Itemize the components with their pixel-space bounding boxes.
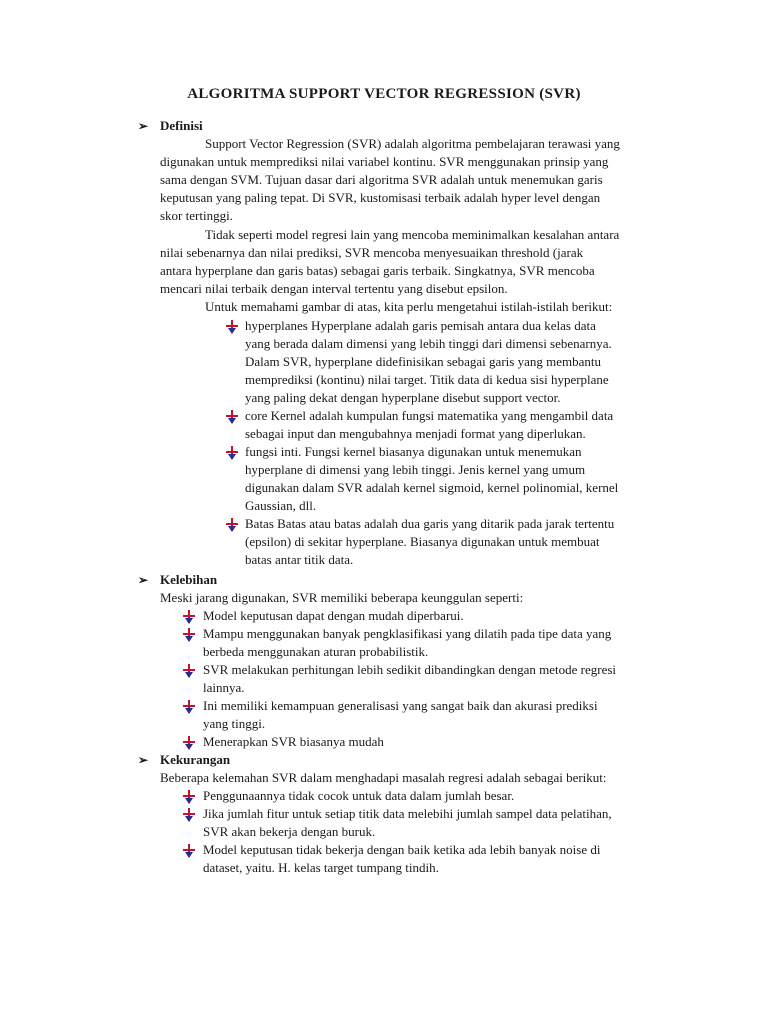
pushpin-bullet-icon (183, 736, 195, 750)
list-item-line: berbeda menggunakan aturan probabilistik. (203, 644, 429, 659)
pushpin-bullet-icon (183, 610, 195, 624)
arrow-bullet-icon: ➢ (138, 753, 149, 767)
paragraph-line: keputusan yang paling tepat. Di SVR, kustomisasi terbaik adalah hyper level dengan (160, 190, 601, 205)
paragraph-line: Support Vector Regression (SVR) adalah algoritma pembelajaran terawasi yang (205, 136, 620, 151)
paragraph-line: digunakan untuk memprediksi nilai variabel kontinu. SVR menggunakan prinsip yang (160, 154, 609, 169)
pushpin-bullet-icon (183, 790, 195, 804)
pushpin-bullet-icon (183, 844, 195, 858)
arrow-bullet-icon: ➢ (138, 119, 149, 133)
list-item-line: SVR akan bekerja dengan buruk. (203, 824, 376, 839)
paragraph-line: mencari nilai terbaik dengan interval tertentu yang disebut epsilon. (160, 281, 508, 296)
section-heading-definisi: Definisi (160, 118, 203, 133)
list-item-line: Model keputusan tidak bekerja dengan baik ketika ada lebih banyak noise di (203, 842, 601, 857)
list-item-line: Batas Batas atau batas adalah dua garis yang ditarik pada jarak tertentu (245, 516, 615, 531)
list-item-line: Ini memiliki kemampuan generalisasi yang sangat baik dan akurasi prediksi (203, 698, 598, 713)
list-item-line: Jika jumlah fitur untuk setiap titik data melebihi jumlah sampel data pelatihan, (203, 806, 612, 821)
arrow-bullet-icon: ➢ (138, 573, 149, 587)
pushpin-bullet-icon (183, 664, 195, 678)
list-item-line: memprediksi (kontinu) nilai target. Titik data di kedua sisi hyperplane (245, 372, 609, 387)
list-item-line: core Kernel adalah kumpulan fungsi matematika yang mengambil data (245, 408, 614, 423)
list-item-line: SVR melakukan perhitungan lebih sedikit dibandingkan dengan metode regresi (203, 662, 617, 677)
paragraph-line: skor tertinggi. (160, 208, 233, 223)
paragraph-line: sama dengan SVM. Tujuan dasar dari algoritma SVR adalah untuk menemukan garis (160, 172, 603, 187)
list-item-line: Mampu menggunakan banyak pengklasifikasi yang dilatih pada tipe data yang (203, 626, 612, 641)
pushpin-bullet-icon (226, 320, 238, 334)
paragraph-line: nilai sebenarnya dan nilai prediksi, SVR mencoba menyesuaikan threshold (jarak (160, 245, 584, 260)
list-item-line: hyperplane di dimensi yang lebih tinggi. Jenis kernel yang umum (245, 462, 586, 477)
list-item-line: Gaussian, dll. (245, 498, 317, 513)
section-heading-kelebihan: Kelebihan (160, 572, 218, 587)
list-item-line: dataset, yaitu. H. kelas target tumpang tindih. (203, 860, 439, 875)
list-item-line: batas antar titik data. (245, 552, 354, 567)
list-item-line: yang berada dalam dimensi yang lebih tinggi dari dimensi sebenarnya. (245, 336, 612, 351)
pushpin-bullet-icon (226, 518, 238, 532)
list-item-line: hyperplanes Hyperplane adalah garis pemisah antara dua kelas data (245, 318, 596, 333)
paragraph-line: Meski jarang digunakan, SVR memiliki beberapa keunggulan seperti: (160, 590, 524, 605)
paragraph-line: Tidak seperti model regresi lain yang mencoba meminimalkan kesalahan antara (205, 227, 620, 242)
list-item-line: (epsilon) di sekitar hyperplane. Biasanya digunakan untuk membuat (245, 534, 600, 549)
pushpin-bullet-icon (183, 700, 195, 714)
list-item-line: yang paling dekat dengan hyperplane disebut support vector. (245, 390, 561, 405)
pushpin-bullet-icon (226, 410, 238, 424)
list-item-line: sebagai input dan mengubahnya menjadi format yang diperlukan. (245, 426, 586, 441)
page-title: ALGORITMA SUPPORT VECTOR REGRESSION (SVR) (187, 86, 581, 102)
list-item-line: Menerapkan SVR biasanya mudah (203, 734, 384, 749)
section-heading-kekurangan: Kekurangan (160, 752, 231, 767)
pushpin-bullet-icon (183, 808, 195, 822)
list-item-line: Dalam SVR, hyperplane didefinisikan sebagai garis yang membantu (245, 354, 601, 369)
list-item-line: Model keputusan dapat dengan mudah diperbarui. (203, 608, 464, 623)
list-item-line: fungsi inti. Fungsi kernel biasanya digunakan untuk menemukan (245, 444, 582, 459)
paragraph-line: Beberapa kelemahan SVR dalam menghadapi masalah regresi adalah sebagai berikut: (160, 770, 607, 785)
list-item-line: lainnya. (203, 680, 245, 695)
list-item-line: Penggunaannya tidak cocok untuk data dalam jumlah besar. (203, 788, 515, 803)
pushpin-bullet-icon (226, 446, 238, 460)
list-item-line: digunakan dalam SVR adalah kernel sigmoid, kernel polinomial, kernel (245, 480, 619, 495)
paragraph-line: antara hyperplane dan garis batas) sebagai garis terbaik. Singkatnya, SVR mencoba (160, 263, 595, 278)
paragraph-line: Untuk memahami gambar di atas, kita perlu mengetahui istilah-istilah berikut: (205, 299, 613, 314)
pushpin-bullet-icon (183, 628, 195, 642)
list-item-line: yang tinggi. (203, 716, 266, 731)
